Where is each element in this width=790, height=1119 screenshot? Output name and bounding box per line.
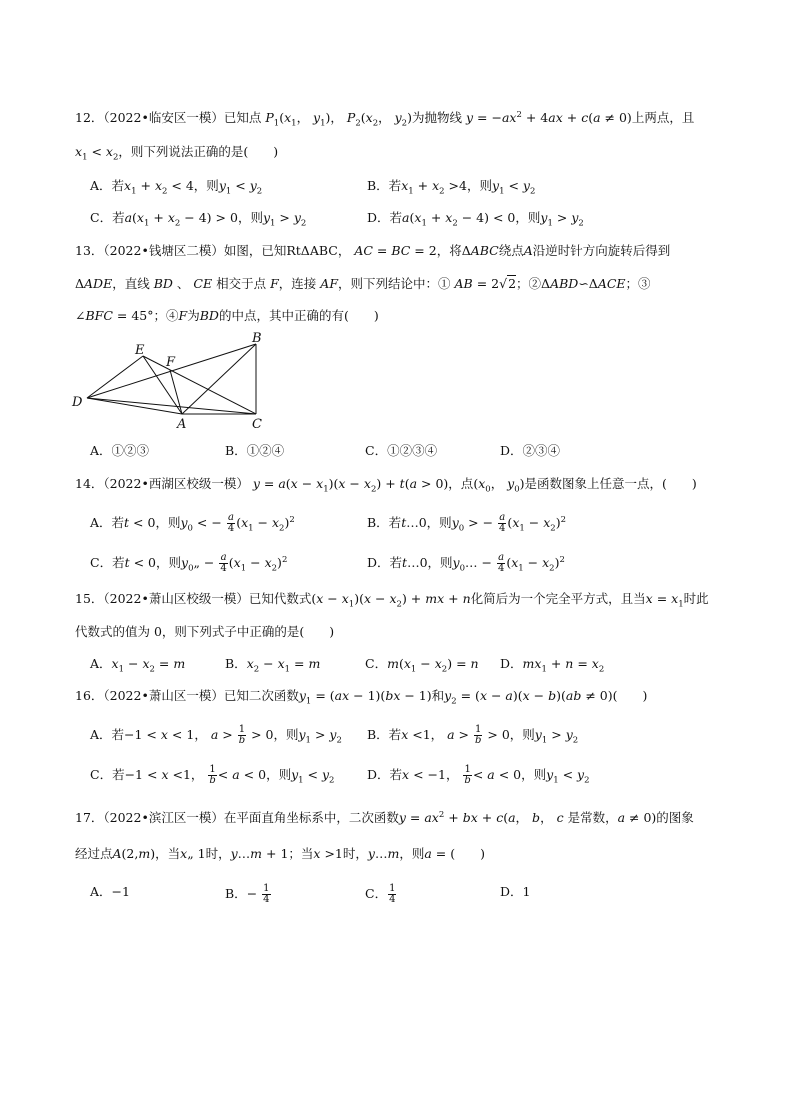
q16-source: （2022•萧山区一模） [103, 688, 224, 703]
q12-option-d[interactable]: D．若$a(x_1 + x_2 - 4) < 0$，则$y_1 > y_2$ [367, 210, 584, 229]
segment-a-b [182, 344, 256, 414]
q17-number: 17． [75, 810, 104, 825]
q16-number: 16． [75, 688, 104, 703]
q12-point-p2: $P_2(x_2$， $y_2$) [346, 110, 412, 129]
q16-option-b[interactable]: B．若x <1， a > $\frac{1}{b}$ > 0，则$y_1 > y_2$ [367, 724, 579, 746]
q15-option-b[interactable]: B．$x_2 - x_1 = m$ [225, 656, 321, 675]
q15-option-d[interactable]: D．$mx_1 + n = x_2$ [500, 656, 605, 675]
q13-option-b[interactable]: B．①②④ [225, 443, 285, 458]
q13-option-a[interactable]: A．①②③ [90, 443, 150, 458]
q12-parabola-formula: $y = -ax^2 + 4ax + c(a \ne 0)$ [465, 109, 632, 125]
segment-d-e [87, 356, 143, 398]
q12-line-2: $x_1 < x_2$，则下列说法正确的是( ) [75, 144, 279, 163]
q12-option-c[interactable]: C．若$a(x_1 + x_2 - 4) > 0$，则$y_1 > y_2$ [90, 210, 307, 229]
q12-source: （2022•临安区一模） [103, 110, 224, 125]
label-b: B [252, 332, 262, 346]
q12-number: 12． [75, 110, 104, 125]
q17-source: （2022•滨江区一模） [103, 810, 224, 825]
q15-source: （2022•萧山区校级一模） [103, 591, 249, 606]
q16-line-1: 16．（2022•萧山区一模）已知二次函数$y_1 = (ax - 1)(bx - 1)$和$y_2 = (x - a)(x - b)(ab \ne 0)$( ) [75, 688, 648, 707]
label-d: D [72, 395, 83, 410]
q16-option-c[interactable]: C．若−1 < x <1， $\frac{1}{b}$ < a < 0，则$y_1 < y_2$ [90, 764, 335, 786]
q14-number: 14． [75, 476, 104, 491]
q13-figure [70, 332, 280, 434]
q14-option-c[interactable]: C．若t < 0，则$y_0„$ − $\frac{a}{4}$ $(x_1 - x_2)^2$ [90, 552, 288, 574]
q17-option-b[interactable]: B．− $\frac{1}{4}$ [225, 883, 270, 905]
label-a: A [177, 417, 187, 432]
q14-option-b[interactable]: B．若t…0，则$y_0$ > − $\frac{a}{4}$ $(x_1 - x_2)^2$ [367, 512, 567, 534]
q15-number: 15． [75, 591, 104, 606]
label-e: E [135, 343, 145, 358]
q12-line-1: 12．（2022•临安区一模）已知点 $P_1(x_1$， $y_1$)， $P_2(x_2$， $y_2$)为抛物线 $y = -ax^2 + 4ax + c(a \ne 0)$上两点，且 [75, 109, 695, 129]
q12-option-b[interactable]: B．若$x_1 + x_2 >4$，则$y_1 < y_2$ [367, 178, 536, 197]
q15-option-c[interactable]: C．$m(x_1 - x_2) = n$ [365, 656, 479, 675]
label-c: C [252, 417, 262, 432]
q14-option-a[interactable]: A．若t < 0，则$y_0$ < − $\frac{a}{4}$ $(x_1 - x_2)^2$ [90, 512, 295, 534]
q14-source: （2022•西湖区校级一模） [103, 476, 249, 491]
segment-d-c [87, 398, 256, 414]
q17-option-d[interactable]: D．1 [500, 884, 531, 899]
q15-line-1: 15．（2022•萧山区校级一模）已知代数式$(x - x_1)(x - x_2)$ + mx + n化简后为一个完全平方式，且当$x = x_1$时此 [75, 591, 709, 610]
q12-point-p1: $P_1(x_1$， $y_1$) [265, 110, 331, 129]
q13-line-1: 13．（2022•钱塘区二模）如图，已知RtΔABC， AC = BC = 2，将ΔABC绕点A沿逆时针方向旋转后得到 [75, 243, 671, 258]
q17-line-1: 17．（2022•滨江区一模）在平面直角坐标系中，二次函数$y = ax^2$ + bx + c(a， b， c 是常数，a ≠ 0)的图象 [75, 809, 694, 825]
q16-option-a[interactable]: A．若−1 < x < 1， a > $\frac{1}{b}$ > 0，则$y_1 > y_2$ [90, 724, 342, 746]
label-f: F [166, 355, 176, 370]
q17-option-a[interactable]: A．−1 [90, 884, 130, 899]
q13-source: （2022•钱塘区二模） [103, 243, 224, 258]
q15-line-2: 代数式的值为 0，则下列式子中正确的是( ) [75, 624, 335, 639]
q12-option-a[interactable]: A．若$x_1 + x_2 < 4$，则$y_1 < y_2$ [90, 178, 263, 197]
q14-option-d[interactable]: D．若t…0，则$y_0\dots$ − $\frac{a}{4}$ $(x_1 - x_2)^2$ [367, 552, 565, 574]
q17-option-c[interactable]: C． $\frac{1}{4}$ [365, 883, 396, 905]
q13-option-d[interactable]: D．②③④ [500, 443, 561, 458]
q13-number: 13． [75, 243, 104, 258]
q13-option-c[interactable]: C．①②③④ [365, 443, 438, 458]
q13-line-2: ΔADE，直线 BD 、 CE 相交于点 F，连接 AF，则下列结论中：① AB = 2√2；②ΔABD∽ΔACE；③ [75, 276, 651, 291]
q14-line-1: 14．（2022•西湖区校级一模） $y = a(x - x_1)(x - x_2) + t(a > 0)$，点($x_0$， $y_0$)是函数图象上任意一点，( ) [75, 476, 697, 495]
q13-line-3: ∠BFC = 45°；④F为BD的中点，其中正确的有( ) [75, 308, 379, 323]
q15-option-a[interactable]: A．$x_1 - x_2 = m$ [90, 656, 186, 675]
q17-line-2: 经过点A(2,m)，当x„ 1时，y…m + 1；当x >1时，y…m，则a = ( ) [75, 846, 485, 861]
segment-a-f [170, 370, 182, 414]
q16-option-d[interactable]: D．若x < −1， $\frac{1}{b}$ < a < 0，则$y_1 < y_2$ [367, 764, 590, 786]
